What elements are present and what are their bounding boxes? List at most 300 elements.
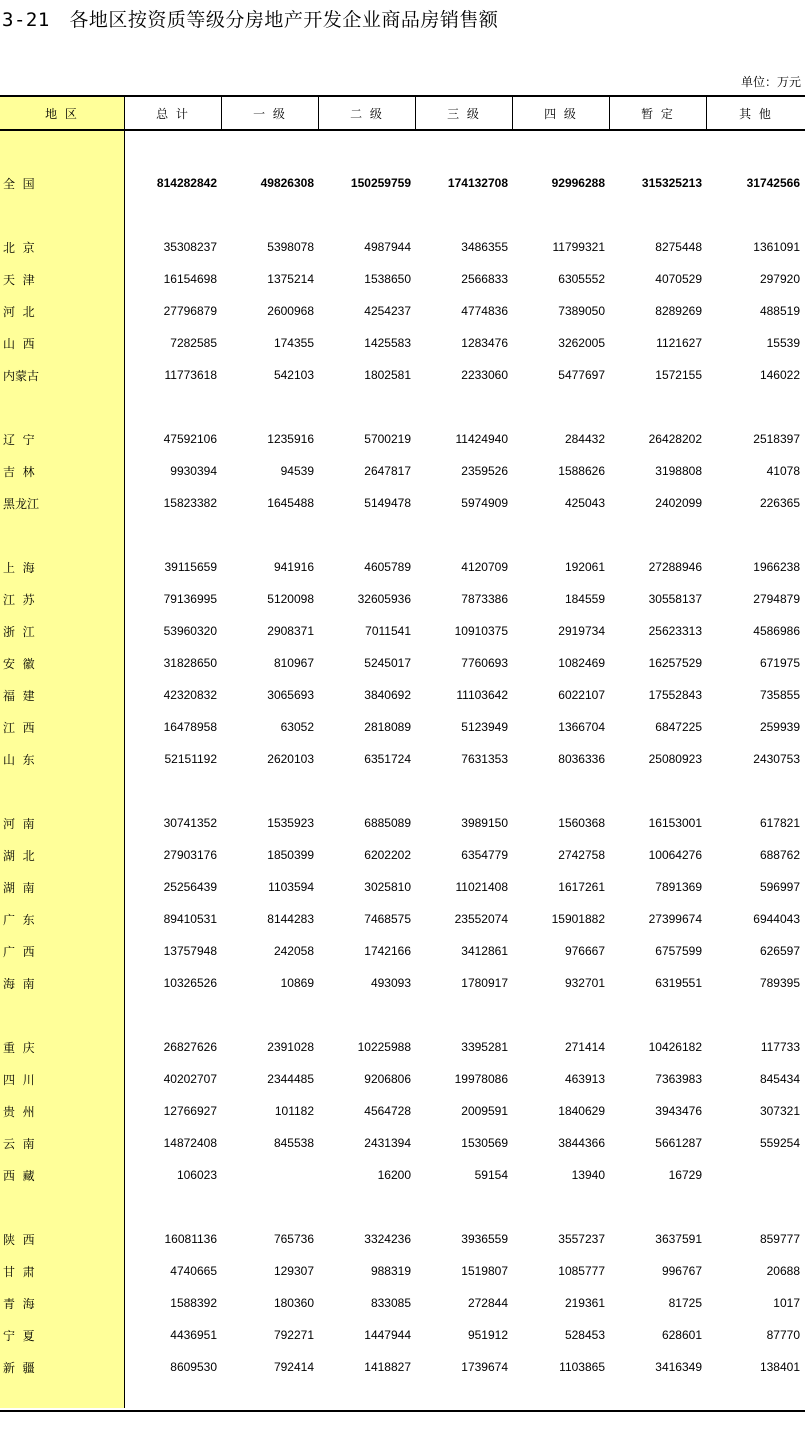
- cell-g1: 1235916: [267, 432, 314, 446]
- cell-g3: 11103642: [456, 688, 508, 702]
- header-total: 总 计: [125, 97, 222, 129]
- cell-other: 559254: [759, 1136, 800, 1150]
- cell-total: 47592106: [163, 432, 217, 446]
- table-row: [0, 429, 805, 449]
- region-name: 吉 林: [3, 464, 35, 479]
- unit-label: 单位：万元: [740, 75, 801, 89]
- region-name: 黑龙江: [3, 496, 40, 511]
- table-title: 各地区按资质等级分房地产开发企业商品房销售额: [69, 9, 499, 31]
- cell-g1: 129307: [273, 1264, 314, 1278]
- cell-other: 4586986: [753, 624, 800, 638]
- cell-g3: 11021408: [455, 880, 508, 894]
- cell-total: 14872408: [163, 1136, 217, 1150]
- cell-g2: 16200: [377, 1168, 411, 1182]
- region-name: 辽 宁: [3, 432, 35, 447]
- cell-total: 40202707: [163, 1072, 217, 1086]
- cell-total: 15823382: [163, 496, 217, 510]
- cell-total: 1588392: [170, 1296, 217, 1310]
- cell-g3: 2009591: [461, 1104, 508, 1118]
- cell-g3: 7873386: [461, 592, 508, 606]
- region-name: 全 国: [3, 176, 35, 191]
- table-row: [0, 365, 805, 385]
- cell-temp: 6757599: [655, 944, 702, 958]
- cell-g2: 32605936: [357, 592, 411, 606]
- data-table: [0, 95, 805, 1412]
- cell-g1: 810967: [273, 656, 314, 670]
- cell-g4: 192061: [564, 560, 605, 574]
- cell-other: 626597: [759, 944, 800, 958]
- cell-temp: 3198808: [655, 464, 702, 478]
- table-row: [0, 301, 805, 321]
- cell-temp: 10064276: [648, 848, 702, 862]
- cell-other: 6944043: [753, 912, 800, 926]
- cell-other: 617821: [759, 816, 800, 830]
- cell-g1: 542103: [273, 368, 314, 382]
- cell-g4: 6305552: [558, 272, 605, 286]
- cell-total: 31828650: [163, 656, 217, 670]
- cell-g1: 5398078: [267, 240, 314, 254]
- cell-g3: 4120709: [461, 560, 508, 574]
- cell-g2: 4254237: [364, 304, 411, 318]
- cell-g1: 3065693: [267, 688, 314, 702]
- cell-total: 79136995: [163, 592, 217, 606]
- cell-g4: 1560368: [558, 816, 605, 830]
- table-row: [0, 589, 805, 609]
- cell-g2: 1538650: [364, 272, 411, 286]
- cell-g4: 8036336: [558, 752, 605, 766]
- table-row: [0, 1101, 805, 1121]
- cell-other: 138401: [759, 1360, 800, 1374]
- region-name: 四 川: [3, 1072, 35, 1087]
- cell-temp: 1572155: [655, 368, 702, 382]
- region-name: 北 京: [3, 240, 35, 255]
- cell-temp: 8275448: [655, 240, 702, 254]
- cell-g1: 941916: [273, 560, 314, 574]
- cell-g3: 11424940: [455, 432, 508, 446]
- cell-total: 8609530: [170, 1360, 217, 1374]
- cell-temp: 3637591: [655, 1232, 702, 1246]
- cell-other: 2794879: [753, 592, 800, 606]
- cell-g1: 2620103: [267, 752, 314, 766]
- cell-g2: 7468575: [364, 912, 411, 926]
- cell-g4: 92996288: [551, 176, 605, 190]
- cell-other: 31742566: [746, 176, 800, 190]
- cell-g4: 976667: [564, 944, 605, 958]
- cell-g2: 3840692: [364, 688, 411, 702]
- cell-temp: 2402099: [655, 496, 702, 510]
- cell-g3: 1530569: [461, 1136, 508, 1150]
- region-name: 海 南: [3, 976, 35, 991]
- cell-g1: 180360: [273, 1296, 314, 1310]
- cell-g1: 2600968: [267, 304, 314, 318]
- cell-g4: 2742758: [558, 848, 605, 862]
- region-name: 广 西: [3, 944, 35, 959]
- cell-g2: 4605789: [364, 560, 411, 574]
- cell-temp: 6319551: [655, 976, 702, 990]
- cell-other: 41078: [766, 464, 800, 478]
- region-name: 内蒙古: [3, 368, 40, 383]
- cell-total: 9930394: [170, 464, 217, 478]
- region-name: 宁 夏: [3, 1328, 35, 1343]
- region-name: 云 南: [3, 1136, 35, 1151]
- cell-temp: 996767: [661, 1264, 702, 1278]
- header-grade2: 二 级: [319, 97, 416, 129]
- table-row: [0, 1325, 805, 1345]
- cell-total: 16081136: [164, 1232, 217, 1246]
- cell-total: 39115659: [164, 560, 217, 574]
- cell-other: 15539: [766, 336, 800, 350]
- table-row: [0, 1069, 805, 1089]
- cell-other: 226365: [759, 496, 800, 510]
- table-row: [0, 749, 805, 769]
- cell-g3: 7760693: [461, 656, 508, 670]
- cell-g2: 6351724: [364, 752, 411, 766]
- cell-g4: 1617261: [558, 880, 605, 894]
- cell-g1: 63052: [280, 720, 314, 734]
- cell-g1: 8144283: [267, 912, 314, 926]
- cell-total: 26827626: [163, 1040, 217, 1054]
- cell-g2: 6202202: [364, 848, 411, 862]
- cell-g2: 5700219: [364, 432, 411, 446]
- table-row: [0, 877, 805, 897]
- table-row: [0, 237, 805, 257]
- header-region: 地 区: [0, 97, 125, 129]
- cell-temp: 3416349: [655, 1360, 702, 1374]
- cell-other: 259939: [759, 720, 800, 734]
- table-row-national: [0, 173, 805, 193]
- cell-other: 20688: [766, 1264, 800, 1278]
- header-grade1: 一 级: [222, 97, 319, 129]
- cell-g4: 425043: [564, 496, 605, 510]
- cell-g2: 833085: [370, 1296, 411, 1310]
- region-name: 河 北: [3, 304, 35, 319]
- cell-g2: 988319: [370, 1264, 411, 1278]
- cell-g3: 5974909: [461, 496, 508, 510]
- region-name: 新 疆: [3, 1360, 35, 1375]
- cell-g4: 1840629: [558, 1104, 605, 1118]
- table-row: [0, 1229, 805, 1249]
- cell-g4: 1082469: [558, 656, 605, 670]
- region-name: 甘 肃: [3, 1264, 35, 1279]
- cell-temp: 10426182: [648, 1040, 702, 1054]
- cell-g2: 3324236: [364, 1232, 411, 1246]
- table-row: [0, 1165, 805, 1185]
- cell-g3: 5123949: [461, 720, 508, 734]
- cell-total: 814282842: [156, 176, 217, 190]
- table-row: [0, 1357, 805, 1377]
- cell-g2: 2647817: [364, 464, 411, 478]
- cell-other: 297920: [759, 272, 800, 286]
- cell-total: 25256439: [163, 880, 217, 894]
- cell-g3: 1739674: [461, 1360, 508, 1374]
- table-row: [0, 973, 805, 993]
- cell-g1: 5120098: [267, 592, 314, 606]
- cell-total: 10326526: [163, 976, 217, 990]
- cell-g4: 7389050: [558, 304, 605, 318]
- cell-g3: 1283476: [461, 336, 508, 350]
- cell-g2: 1802581: [364, 368, 411, 382]
- cell-g4: 13940: [571, 1168, 605, 1182]
- cell-g1: 94539: [280, 464, 314, 478]
- cell-temp: 5661287: [655, 1136, 702, 1150]
- cell-other: 1966238: [753, 560, 800, 574]
- header-grade3: 三 级: [416, 97, 513, 129]
- cell-total: 4740665: [170, 1264, 217, 1278]
- cell-temp: 16729: [668, 1168, 702, 1182]
- cell-g1: 1375214: [267, 272, 314, 286]
- region-name: 山 东: [3, 752, 35, 767]
- cell-g2: 9206806: [364, 1072, 411, 1086]
- cell-g3: 1780917: [461, 976, 508, 990]
- cell-temp: 17552843: [648, 688, 702, 702]
- table-row: [0, 1037, 805, 1057]
- cell-g1: 1850399: [267, 848, 314, 862]
- cell-g4: 1366704: [558, 720, 605, 734]
- cell-g2: 4987944: [364, 240, 411, 254]
- page-title: [2, 5, 498, 32]
- cell-g2: 5245017: [364, 656, 411, 670]
- cell-g2: 2818089: [364, 720, 411, 734]
- table-row: [0, 1261, 805, 1281]
- cell-g1: 242058: [273, 944, 314, 958]
- table-number: 3-21: [2, 9, 50, 31]
- region-name: 河 南: [3, 816, 35, 831]
- cell-g4: 5477697: [558, 368, 605, 382]
- cell-total: 16154698: [163, 272, 217, 286]
- cell-g4: 219361: [564, 1296, 605, 1310]
- cell-other: 2518397: [753, 432, 800, 446]
- region-name: 山 西: [3, 336, 35, 351]
- cell-g1: 1103594: [268, 880, 314, 894]
- cell-g3: 10910375: [454, 624, 508, 638]
- cell-total: 89410531: [163, 912, 217, 926]
- region-name: 江 苏: [3, 592, 35, 607]
- cell-other: 2430753: [753, 752, 800, 766]
- table-row: [0, 845, 805, 865]
- cell-g4: 528453: [564, 1328, 605, 1342]
- table-row: [0, 813, 805, 833]
- cell-g1: 174355: [273, 336, 314, 350]
- cell-g3: 951912: [467, 1328, 508, 1342]
- header-provisional: 暂 定: [610, 97, 707, 129]
- table-header: [0, 97, 805, 131]
- cell-temp: 27399674: [648, 912, 702, 926]
- cell-g4: 271414: [564, 1040, 605, 1054]
- cell-temp: 16257529: [648, 656, 702, 670]
- table-row: [0, 1133, 805, 1153]
- cell-g3: 59154: [474, 1168, 508, 1182]
- cell-g3: 174132708: [447, 176, 508, 190]
- header-grade4: 四 级: [513, 97, 610, 129]
- cell-g4: 1588626: [558, 464, 605, 478]
- cell-g4: 3262005: [558, 336, 605, 350]
- cell-total: 30741352: [163, 816, 217, 830]
- cell-other: 596997: [759, 880, 800, 894]
- cell-g3: 272844: [467, 1296, 508, 1310]
- table-row: [0, 909, 805, 929]
- region-name: 西 藏: [3, 1168, 35, 1183]
- region-name: 广 东: [3, 912, 35, 927]
- cell-g3: 7631353: [461, 752, 508, 766]
- cell-temp: 1121627: [656, 336, 702, 350]
- cell-g3: 2233060: [461, 368, 508, 382]
- cell-total: 12766927: [163, 1104, 217, 1118]
- table-row: [0, 333, 805, 353]
- region-name: 福 建: [3, 688, 35, 703]
- cell-temp: 3943476: [655, 1104, 702, 1118]
- cell-g3: 2359526: [461, 464, 508, 478]
- cell-temp: 628601: [661, 1328, 702, 1342]
- region-name: 江 西: [3, 720, 35, 735]
- cell-g4: 2919734: [558, 624, 605, 638]
- cell-g3: 19978086: [454, 1072, 508, 1086]
- cell-other: 735855: [759, 688, 800, 702]
- cell-g4: 3557237: [558, 1232, 605, 1246]
- table-row: [0, 685, 805, 705]
- cell-total: 52151192: [164, 752, 217, 766]
- cell-g4: 932701: [564, 976, 605, 990]
- cell-other: 488519: [759, 304, 800, 318]
- cell-g3: 3412861: [461, 944, 508, 958]
- region-name: 青 海: [3, 1296, 35, 1311]
- cell-total: 11773618: [164, 368, 217, 382]
- cell-g2: 1418827: [364, 1360, 411, 1374]
- cell-g1: 792271: [273, 1328, 314, 1342]
- cell-g1: 2908371: [267, 624, 314, 638]
- cell-temp: 16153001: [648, 816, 702, 830]
- cell-other: 146022: [759, 368, 800, 382]
- cell-temp: 27288946: [648, 560, 702, 574]
- cell-other: 859777: [759, 1232, 800, 1246]
- region-name: 重 庆: [3, 1040, 35, 1055]
- region-name: 上 海: [3, 560, 35, 575]
- cell-g1: 2391028: [267, 1040, 314, 1054]
- cell-temp: 7363983: [655, 1072, 702, 1086]
- cell-g2: 1425583: [364, 336, 411, 350]
- cell-g1: 792414: [273, 1360, 314, 1374]
- cell-g2: 3025810: [364, 880, 411, 894]
- cell-g1: 49826308: [260, 176, 314, 190]
- cell-g1: 101182: [274, 1104, 314, 1118]
- table-row: [0, 941, 805, 961]
- cell-temp: 26428202: [648, 432, 702, 446]
- table-row: [0, 1293, 805, 1313]
- header-other: 其 他: [739, 106, 773, 121]
- cell-temp: 7891369: [655, 880, 702, 894]
- cell-other: 1017: [773, 1296, 800, 1310]
- cell-g4: 463913: [564, 1072, 605, 1086]
- cell-g1: 10869: [280, 976, 314, 990]
- cell-other: 845434: [759, 1072, 800, 1086]
- table-row: [0, 557, 805, 577]
- cell-total: 42320832: [163, 688, 217, 702]
- cell-g4: 15901882: [551, 912, 605, 926]
- cell-other: 1361091: [753, 240, 800, 254]
- cell-g1: 1535923: [267, 816, 314, 830]
- cell-g2: 7011541: [365, 624, 411, 638]
- cell-temp: 315325213: [641, 176, 702, 190]
- region-name: 天 津: [3, 272, 35, 287]
- cell-g2: 6885089: [364, 816, 411, 830]
- cell-g2: 493093: [370, 976, 411, 990]
- cell-g2: 150259759: [350, 176, 411, 190]
- table-row: [0, 461, 805, 481]
- table-row: [0, 493, 805, 513]
- cell-temp: 6847225: [655, 720, 702, 734]
- cell-g2: 1447944: [364, 1328, 411, 1342]
- cell-g2: 4564728: [364, 1104, 411, 1118]
- cell-total: 35308237: [163, 240, 217, 254]
- cell-total: 7282585: [170, 336, 217, 350]
- cell-g1: 765736: [273, 1232, 314, 1246]
- cell-g3: 3936559: [461, 1232, 508, 1246]
- cell-g1: 845538: [273, 1136, 314, 1150]
- cell-g2: 10225988: [357, 1040, 411, 1054]
- cell-temp: 8289269: [655, 304, 702, 318]
- cell-other: 688762: [759, 848, 800, 862]
- cell-total: 4436951: [170, 1328, 217, 1342]
- cell-g3: 4774836: [461, 304, 508, 318]
- cell-other: 117733: [760, 1040, 800, 1054]
- cell-g4: 1085777: [558, 1264, 605, 1278]
- cell-g3: 2566833: [461, 272, 508, 286]
- region-name: 安 徽: [3, 656, 35, 671]
- cell-other: 87770: [766, 1328, 800, 1342]
- cell-other: 789395: [759, 976, 800, 990]
- cell-g2: 5149478: [364, 496, 411, 510]
- cell-total: 16478958: [163, 720, 217, 734]
- cell-other: 307321: [759, 1104, 800, 1118]
- cell-g3: 3395281: [461, 1040, 508, 1054]
- cell-total: 13757948: [163, 944, 217, 958]
- cell-g2: 2431394: [364, 1136, 411, 1150]
- cell-g1: 1645488: [267, 496, 314, 510]
- table-row: [0, 269, 805, 289]
- cell-temp: 25623313: [648, 624, 702, 638]
- region-name: 浙 江: [3, 624, 35, 639]
- cell-g4: 6022107: [558, 688, 605, 702]
- cell-g3: 3486355: [461, 240, 508, 254]
- cell-g4: 1103865: [559, 1360, 605, 1374]
- cell-total: 27796879: [163, 304, 217, 318]
- cell-other: 671975: [759, 656, 800, 670]
- cell-total: 106023: [176, 1168, 217, 1182]
- cell-temp: 30558137: [648, 592, 702, 606]
- region-column-background: [0, 131, 125, 1408]
- cell-g3: 6354779: [461, 848, 508, 862]
- cell-g3: 3989150: [461, 816, 508, 830]
- cell-temp: 25080923: [648, 752, 702, 766]
- cell-total: 27903176: [163, 848, 217, 862]
- region-name: 湖 南: [3, 880, 35, 895]
- cell-g4: 3844366: [558, 1136, 605, 1150]
- cell-g3: 1519807: [461, 1264, 508, 1278]
- cell-g2: 1742166: [364, 944, 411, 958]
- region-name: 湖 北: [3, 848, 35, 863]
- cell-temp: 81725: [668, 1296, 702, 1310]
- table-row: [0, 653, 805, 673]
- region-name: 陕 西: [3, 1232, 35, 1247]
- cell-g4: 284432: [564, 432, 605, 446]
- cell-g4: 184559: [564, 592, 605, 606]
- cell-total: 53960320: [163, 624, 217, 638]
- cell-temp: 4070529: [655, 272, 702, 286]
- cell-g4: 11799321: [552, 240, 605, 254]
- cell-g1: 2344485: [267, 1072, 314, 1086]
- region-name: 贵 州: [3, 1104, 35, 1119]
- table-row: [0, 717, 805, 737]
- table-row: [0, 621, 805, 641]
